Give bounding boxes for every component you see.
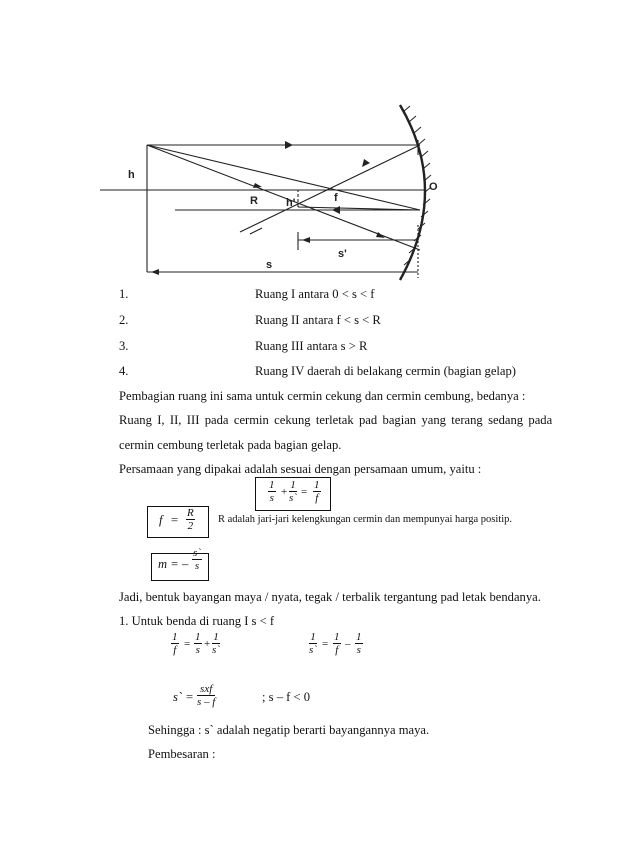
focal-equals: = bbox=[171, 513, 179, 527]
case1a-term2: $\frac{1}{s`}$ bbox=[212, 631, 220, 656]
mag-fraction: $\frac{s`}{s}$ bbox=[193, 547, 201, 572]
case1a-term1: $\frac{1}{s}$ bbox=[195, 631, 201, 656]
mirror-arc bbox=[400, 105, 425, 280]
paragraph-2b: cermin cembung terletak pada bagian gelap. bbox=[119, 438, 342, 452]
magnification-heading: Pembesaran : bbox=[148, 747, 216, 761]
focal-fraction: $\frac{R}{2}$ bbox=[187, 507, 194, 532]
case1b-minus: – bbox=[345, 638, 351, 650]
mirror-eq-term1: $\frac{1}{s}$ bbox=[269, 479, 275, 504]
mirror-eq-term2: $\frac{1}{s`}$ bbox=[289, 479, 297, 504]
paragraph-3: Persamaan yang dipakai adalah sesuai dengan persamaan umum, yaitu : bbox=[119, 462, 482, 476]
focal-lhs: f bbox=[159, 513, 163, 527]
label-h: h bbox=[128, 169, 135, 181]
case1b-lhs: $\frac{1}{s`}$ bbox=[309, 631, 317, 656]
case1b-term2: $\frac{1}{s}$ bbox=[356, 631, 362, 656]
paragraph-4: Jadi, bentuk bayangan maya / nyata, tegak / terbalik tergantung pad letak bendanya. bbox=[119, 590, 541, 604]
case1b-equals: = bbox=[322, 638, 329, 650]
case1b-term1: $\frac{1}{f}$ bbox=[334, 631, 340, 656]
image-dist-fraction: sxf s – f bbox=[197, 683, 216, 708]
case-1-heading: 1. Untuk benda di ruang I s < f bbox=[119, 614, 275, 628]
mirror-eq-equals: = bbox=[301, 486, 308, 498]
case1-condition: ; s – f < 0 bbox=[262, 690, 311, 704]
region-1-number: 1. bbox=[119, 287, 129, 301]
label-O: O bbox=[429, 181, 438, 193]
label-s: s bbox=[266, 259, 273, 271]
case1a-plus: + bbox=[204, 638, 211, 650]
paragraph-2a: Ruang I, II, III pada cermin cekung terletak pad bagian yang terang sedang pada bbox=[119, 413, 553, 427]
region-3-number: 3. bbox=[119, 339, 129, 353]
mag-sign: – bbox=[182, 557, 189, 571]
region-4-text: Ruang IV daerah di belakang cermin (bagian gelap) bbox=[255, 364, 516, 378]
concave-mirror-ray-diagram bbox=[0, 0, 639, 285]
mirror-eq-plus: + bbox=[281, 486, 288, 498]
mirror-eq-rhs: $\frac{1}{f}$ bbox=[314, 479, 320, 504]
region-3-text: Ruang III antara s > R bbox=[255, 339, 368, 353]
region-4-number: 4. bbox=[119, 364, 129, 378]
label-R: R bbox=[250, 195, 258, 207]
image-dist-equals: = bbox=[186, 690, 194, 704]
paragraph-1: Pembagian ruang ini sama untuk cermin cekung dan cermin cembung, bedanya : bbox=[119, 389, 526, 403]
region-1-text: Ruang I antara 0 < s < f bbox=[255, 287, 375, 301]
case1a-equals: = bbox=[184, 638, 191, 650]
conclusion: Sehingga : s` adalah negatip berarti bayangannya maya. bbox=[148, 723, 430, 737]
mag-equals: = bbox=[171, 557, 179, 571]
region-2-number: 2. bbox=[119, 313, 129, 327]
r-note: R adalah jari-jari kelengkungan cermin dan mempunyai harga positip. bbox=[218, 514, 513, 525]
mag-lhs: m bbox=[158, 557, 168, 571]
case1a-lhs: $\frac{1}{f}$ bbox=[172, 631, 178, 656]
region-2-text: Ruang II antara f < s < R bbox=[255, 313, 381, 327]
label-h-image: h' bbox=[286, 197, 296, 209]
label-f: f bbox=[334, 192, 338, 204]
label-s-image: s' bbox=[338, 248, 347, 260]
image-dist-lhs: s` bbox=[173, 690, 183, 704]
